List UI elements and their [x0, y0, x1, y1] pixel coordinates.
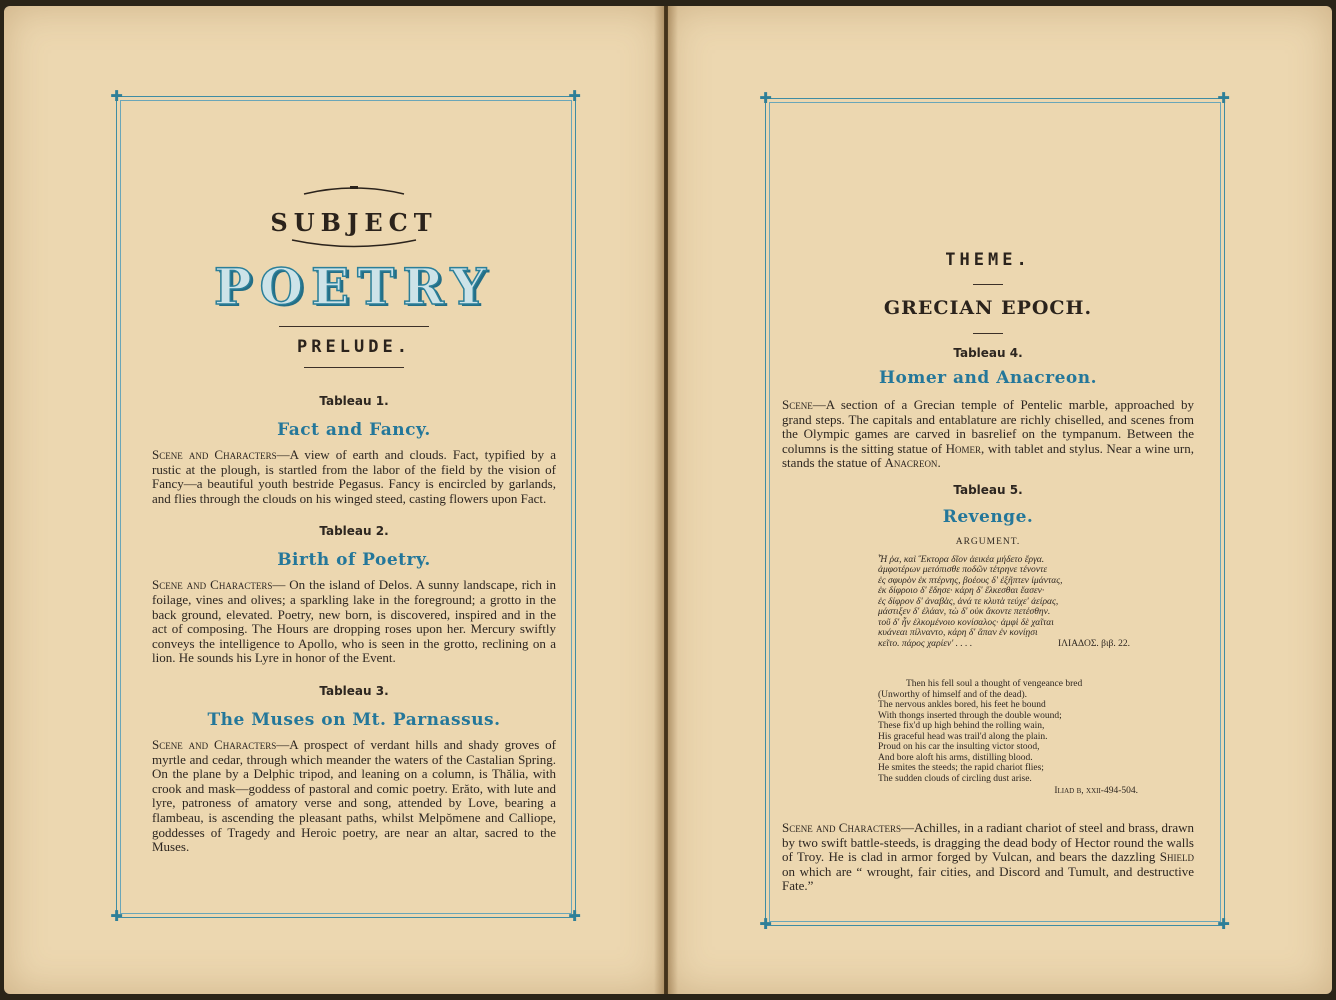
homer-name: Homer — [945, 440, 982, 456]
tableau-title: Fact and Fancy. — [277, 420, 431, 440]
scene-lead: Scene and Characters — [152, 577, 273, 593]
subject-heading: SUBJECT — [270, 208, 438, 237]
divider — [304, 367, 404, 368]
left-page — [4, 6, 664, 994]
poem-source: Iliad b, xxii-494-504. — [1054, 786, 1138, 797]
prelude-heading: PRELUDE. — [297, 337, 411, 357]
english-verse: Then his fell soul a thought of vengeance bred (Unworthy of himself and of the dead). The nervous ankles bored, his feet he bound With thongs inserted through the double wound; These fix'd up high behind the rolling wain, His graceful head was trail'd along the plain. Proud on his car the insulting victor stood, And bore aloft his arms, distilling blood. He smites the steeds; the rapid chariot flies; The sudden clouds of circling dust arise. Iliad b, xxii-494-504. — [878, 679, 1138, 797]
poetry-heading: POETRY — [213, 257, 495, 316]
scene-lead: Scene and Characters — [152, 736, 277, 752]
tableau-label: Tableau 1. — [319, 394, 389, 408]
corner-ornament-icon: ✚ — [568, 87, 581, 105]
scene-lead: Scene and Characters — [782, 819, 901, 835]
epoch-heading: GRECIAN EPOCH. — [883, 297, 1093, 319]
right-page-content — [782, 250, 1194, 894]
greek-verse: Ἦ ῥα, καὶ Ἕκτορα δῖον ἀεικέα μήδετο ἔργα. ἀμφοτέρων μετόπισθε ποδῶν τέτρηνε τένοντε ἐς σφυρὸν ἐκ πτέρνης, βοέους δ' ἐξῆπτεν ἱμάντας, ἐκ δίφροιο δ' ἔδησε· κάρη δ' ἕλκεσθαι ἔασεν· ἐς δίφρον δ' ἀναβὰς, ἀνά τε κλυτὰ τεύχε' ἀείρας, μάστιξεν δ' ἐλάαν, τὼ δ' οὐκ ἄκοντε πετέσθην. τοῦ δ' ἦν ἑλκομένοιο κονίσαλος· ἀμφὶ δὲ χαῖται κυάνεαι πίλναντο, κάρη δ' ἅπαν ἐν κονίῃσι κεῖτο. πάρος χαρίεν' . . . . ΙΛΙΑΔΟΣ. βιβ. 22. — [878, 554, 1130, 649]
left-page-content — [152, 184, 556, 855]
corner-ornament-icon: ✚ — [568, 907, 581, 925]
corner-ornament-icon: ✚ — [759, 89, 772, 107]
tableau-title: The Muses on Mt. Parnassus. — [207, 709, 501, 730]
tableau-title: Homer and Anacreon. — [878, 368, 1098, 388]
anacreon-name: Anacreon — [884, 455, 938, 471]
scene-text: — On the island of Delos. A sunny landscape, rich in foilage, vines and olives; a sparkling lake in the foreground; a grotto in the back ground, elevated. Poetry, new born, is discovered, inspired and in the act of composing. The Hours are dropping roses upon her. Mercury swiftly conveys the intelligence to Apollo, who is seen in the grotto, reclining on a lion. He sounds his Lyre in honor of the Event. — [152, 577, 556, 666]
corner-ornament-icon: ✚ — [1217, 89, 1230, 107]
right-page — [668, 6, 1332, 994]
greek-source: ΙΛΙΑΔΟΣ. βιβ. 22. — [1057, 638, 1130, 649]
tableau-label: Tableau 4. — [953, 346, 1023, 360]
tableau-description: Scene and Characters—Achilles, in a radiant chariot of steel and brass, drawn by two swift battle-steeds, is dragging the dead body of Hector round the walls of Troy. He is clad in armor forged by Vulcan, and bears the dazzling Shield on which are “ wrought, fair cities, and Discord and Tumult, and destructive Fate.” — [782, 819, 1194, 894]
corner-ornament-icon: ✚ — [110, 87, 123, 105]
tableau-description — [152, 738, 556, 855]
scene-lead: Scene — [782, 397, 813, 412]
tableau-description: Scene—A section of a Grecian temple of Pentelic marble, approached by grand steps. The capitals and entablature are richly chiselled, and scenes from the Olympic games are carved in basrelief on the tympanum. Between the columns is the sitting statue of Homer, with tablet and stylus. Near a wine urn, stands the statue of Anacreon. — [782, 397, 1194, 471]
theme-heading: THEME. — [945, 250, 1031, 270]
scene-text: —A view of earth and clouds. Fact, typified by a rustic at the plough, is startled from the labor of the field by the vision of Fancy—a beautiful youth bestride Pegasus. Fancy is encircled by garlands, and flies through the clouds on his winged steed, casting flowers upon Fact. — [152, 447, 556, 506]
scroll-ornament-icon — [294, 184, 414, 198]
tableau-description — [152, 578, 556, 666]
corner-ornament-icon: ✚ — [1217, 915, 1230, 933]
divider — [279, 326, 429, 327]
shield-word: Shield — [1159, 849, 1194, 865]
tableau-label: Tableau 2. — [319, 524, 389, 539]
scene-text: —A prospect of verdant hills and shady groves of myrtle and cedar, through which meander the waters of the Castalian Spring. On the plane by a Delphic tripod, and leaning on a column, is Thălia, with crook and mask—goddess of pastoral and comic poetry. Erăto, with lute and lyre, patroness of amatory verse and song, attended by Love, bearing a flambeau, is ascending the pleasant paths, whilst Melpŏmene and Calliope, goddesses of Tragedy and Heroic poetry, are near an altar, sacred to the Muses. — [152, 736, 556, 855]
tableau-title: Birth of Poetry. — [277, 550, 431, 571]
divider — [973, 333, 1003, 334]
scroll-ornament-icon — [152, 237, 556, 251]
corner-ornament-icon: ✚ — [110, 907, 123, 925]
tableau-label: Tableau 5. — [953, 482, 1023, 497]
tableau-label: Tableau 3. — [319, 683, 389, 698]
tableau-description — [152, 448, 556, 506]
argument-heading: ARGUMENT. — [955, 536, 1021, 547]
tableau-title: Revenge. — [942, 506, 1034, 527]
divider — [973, 284, 1003, 285]
scene-lead: Scene and Characters — [152, 447, 277, 462]
corner-ornament-icon: ✚ — [759, 915, 772, 933]
book-gutter — [654, 6, 678, 994]
